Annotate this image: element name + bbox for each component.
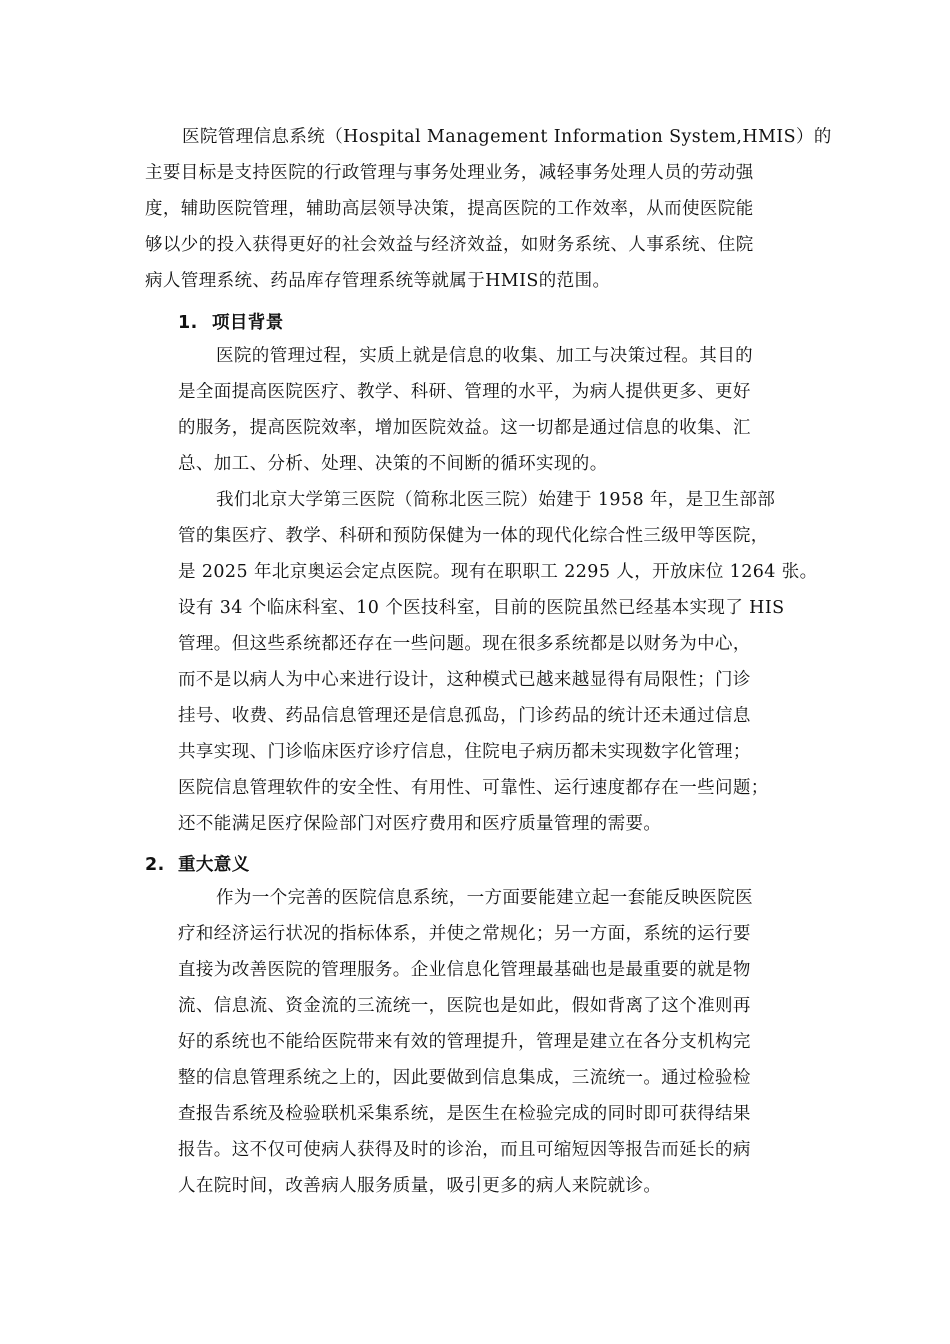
text-line: 是 2025 年北京奥运会定点医院。现有在职职工 2295 人，开放床位 1264 张。	[178, 562, 818, 582]
text-line: 好的系统也不能给医院带来有效的管理提升，管理是建立在各分支机构完	[178, 1032, 751, 1052]
text-line: 疗和经济运行状况的指标体系，并使之常规化；另一方面，系统的运行要	[178, 924, 751, 944]
text-line: 设有 34 个临床科室、10 个医技科室，目前的医院虽然已经基本实现了 HIS	[178, 598, 785, 618]
text-line: 整的信息管理系统之上的，因此要做到信息集成，三流统一。通过检验检	[178, 1068, 751, 1088]
text-line: 管理。但这些系统都还存在一些问题。现在很多系统都是以财务为中心，	[178, 634, 751, 654]
section-heading-1	[0, 313, 950, 335]
text-line: 病人管理系统、药品库存管理系统等就属于HMIS的范围。	[145, 271, 611, 291]
text-line: 是全面提高医院医疗、教学、科研、管理的水平，为病人提供更多、更好	[178, 382, 751, 402]
section-number: 1.	[178, 313, 198, 333]
text-line: 而不是以病人为中心来进行设计，这种模式已越来越显得有局限性；门诊	[178, 670, 751, 690]
text-line: 度，辅助医院管理，辅助高层领导决策，提高医院的工作效率，从而使医院能	[145, 199, 754, 219]
text-line: 管的集医疗、教学、科研和预防保健为一体的现代化综合性三级甲等医院，	[178, 526, 769, 546]
text-line: 报告。这不仅可使病人获得及时的诊治，而且可缩短因等报告而延长的病	[178, 1140, 751, 1160]
text-line: 总、加工、分析、处理、决策的不间断的循环实现的。	[178, 454, 608, 474]
text-line: 主要目标是支持医院的行政管理与事务处理业务，减轻事务处理人员的劳动强	[145, 163, 754, 183]
text-line: 直接为改善医院的管理服务。企业信息化管理最基础也是最重要的就是物	[178, 960, 751, 980]
section-title: 重大意义	[178, 855, 250, 875]
text-line: 作为一个完善的医院信息系统，一方面要能建立起一套能反映医院医	[216, 888, 753, 908]
section-title: 项目背景	[212, 313, 284, 333]
text-line: 人在院时间，改善病人服务质量，吸引更多的病人来院就诊。	[178, 1176, 662, 1196]
text-line: 挂号、收费、药品信息管理还是信息孤岛，门诊药品的统计还未通过信息	[178, 706, 751, 726]
text-line: 我们北京大学第三医院（简称北医三院）始建于 1958 年，是卫生部部	[216, 490, 776, 510]
section-heading-2	[0, 855, 950, 877]
text-line: 医院的管理过程，实质上就是信息的收集、加工与决策过程。其目的	[216, 346, 753, 366]
text-line: 还不能满足医疗保险部门对医疗费用和医疗质量管理的需要。	[178, 814, 662, 834]
text-line: 查报告系统及检验联机采集系统，是医生在检验完成的同时即可获得结果	[178, 1104, 751, 1124]
text-line: 的服务，提高医院效率，增加医院效益。这一切都是通过信息的收集、汇	[178, 418, 751, 438]
text-line: 共享实现、门诊临床医疗诊疗信息，住院电子病历都未实现数字化管理；	[178, 742, 751, 762]
text-line: 医院信息管理软件的安全性、有用性、可靠性、运行速度都存在一些问题；	[178, 778, 769, 798]
section-number: 2.	[145, 855, 165, 875]
text-line: 够以少的投入获得更好的社会效益与经济效益，如财务系统、人事系统、住院	[145, 235, 754, 255]
text-line: 医院管理信息系统（Hospital Management Information System,HMIS）的	[182, 127, 832, 147]
text-line: 流、信息流、资金流的三流统一，医院也是如此，假如背离了这个准则再	[178, 996, 751, 1016]
